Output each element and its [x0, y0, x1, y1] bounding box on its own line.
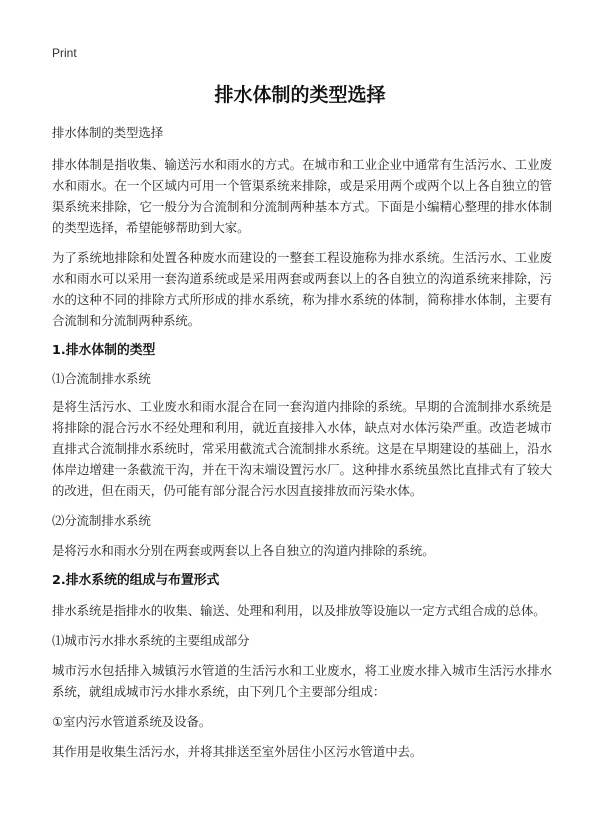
- item-1-paragraph: 其作用是收集生活污水，并将其排送至室外居住小区污水管道中去。: [52, 744, 423, 759]
- section-1-2-paragraph: 是将污水和雨水分别在两套或两套以上各自独立的沟道内排除的系统。: [52, 543, 435, 558]
- section-2-1-heading: ⑴城市污水排水系统的主要组成部分: [52, 633, 250, 648]
- print-link[interactable]: Print: [52, 46, 77, 60]
- page-title: 排水体制的类型选择: [214, 84, 386, 106]
- section-1-heading: 1.排水体制的类型: [52, 343, 156, 358]
- intro-paragraph-2: 为了系统地排除和处置各种废水而建设的一整套工程设施称为排水系统。生活污水、工业废水和雨水可以采用一套沟道系统或是采用两套或两套以上的各自独立的沟道系统来排除，污水的这种不同的排除方式所形成的排水系统，称为排水系统的体制，简称排水体制，主要有合流制和分流制两种系统。: [52, 250, 552, 328]
- section-1-1-paragraph: 是将生活污水、工业废水和雨水混合在同一套沟道内排除的系统。早期的合流制排水系统是将排除的混合污水不经处理和利用，就近直接排入水体，缺点对水体污染严重。改造老城市直排式合流制排水系统时，常采用截流式合流制排水系统。这是在早期建设的基础上，沿水体岸边增建一条截流干沟，并在干沟末端设置污水厂。这种排水系统虽然比直排式有了较大的改进，但在雨天，仍可能有部分混合污水因直接排放而污染水体。: [52, 399, 552, 498]
- section-2-heading: 2.排水系统的组成与布置形式: [52, 573, 220, 588]
- section-2-paragraph: 排水系统是指排水的收集、输送、处理和利用，以及排放等设施以一定方式组合成的总体。: [52, 603, 546, 618]
- subtitle: 排水体制的类型选择: [52, 125, 164, 140]
- section-1-1-heading: ⑴合流制排水系统: [52, 371, 151, 386]
- section-1-2-heading: ⑵分流制排水系统: [52, 513, 151, 528]
- intro-paragraph-1: 排水体制是指收集、输送污水和雨水的方式。在城市和工业企业中通常有生活污水、工业废水和雨水。在一个区域内可用一个管渠系统来排除，或是采用两个或两个以上各自独立的管渠系统来排除，它一般分为合流制和分流制两种基本方式。下面是小编精心整理的排水体制的类型选择，希望能够帮助到大家。: [52, 157, 552, 235]
- document-body: [52, 122, 552, 762]
- item-1-heading: ①室内污水管道系统及设备。: [52, 714, 212, 729]
- section-2-1-paragraph: 城市污水包括排入城镇污水管道的生活污水和工业废水，将工业废水排入城市生活污水排水系统，就组成城市污水排水系统，由下列几个主要部分组成：: [52, 663, 552, 699]
